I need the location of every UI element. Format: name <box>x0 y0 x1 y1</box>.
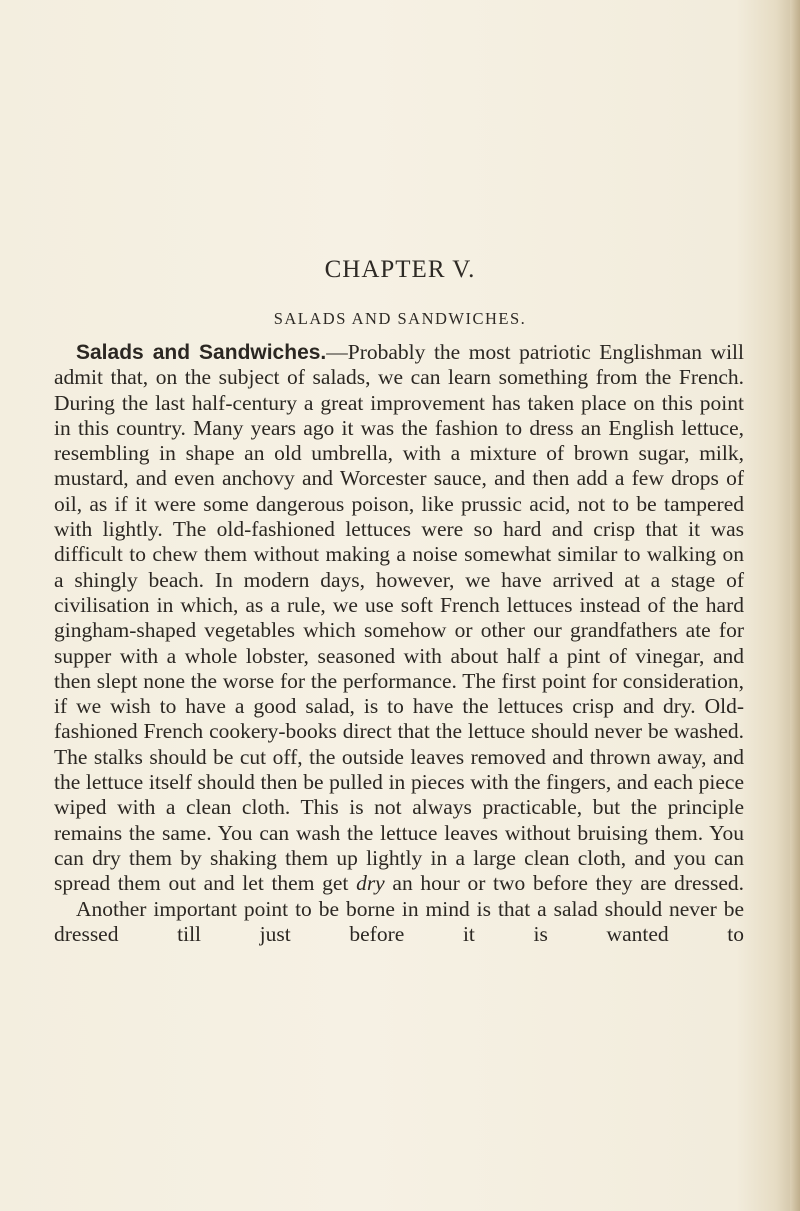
body-text <box>54 340 744 947</box>
page-edge <box>790 0 800 1211</box>
paragraph-1-tail: an hour or two before they are dressed. <box>384 871 744 896</box>
paragraph-1 <box>54 340 744 897</box>
paragraph-1-text: —Probably the most patriotic Englishman will admit that, on the subject of salads, we can learn something from the French. During the last half-century a great improvement has taken place on this point in this country. Many years ago it was the fashion to dress an English lettuce, resembling in shape an old umbrella, with a mixture of brown sugar, milk, mustard, and even anchovy and Worcester sauce, and then add a few drops of oil, as if it were some dangerous poison, like prussic acid, not to be tampered with lightly. The old-fashioned lettuces were so hard and crisp that it was difficult to chew them without making a noise somewhat similar to walking on a shingly beach. In modern days, however, we have arrived at a stage of civilisation in which, as a rule, we use soft French lettuces instead of the hard gingham-shaped vegetables which somehow or other our grandfathers ate for supper with a whole lobster, seasoned with about half a pint of vinegar, and then slept none the worse for the performance. The first point for consideration, if we wish to have a good salad, is to have the lettuces crisp and dry. Old-fashioned French cookery-books direct that the lettuce should never be washed. The stalks should be cut off, the outside leaves removed and thrown away, and the lettuce itself should then be pulled in pieces with the fingers, and each piece wiped with a clean cloth. This is not always practicable, but the principle remains the same. You can wash the lettuce leaves without bruising them. You can dry them by shaking them up lightly in a large clean cloth, and you can spread them out and let them get <box>54 340 745 896</box>
italic-word: dry <box>356 871 385 896</box>
section-title: SALADS AND SANDWICHES. <box>273 309 527 328</box>
paragraph-lead-heading: Salads and Sandwiches. <box>76 341 327 364</box>
paragraph-2: Another important point to be borne in mind is that a salad should never be dressed till just before it is wanted to <box>54 896 744 946</box>
chapter-title: CHAPTER V. <box>324 256 476 283</box>
